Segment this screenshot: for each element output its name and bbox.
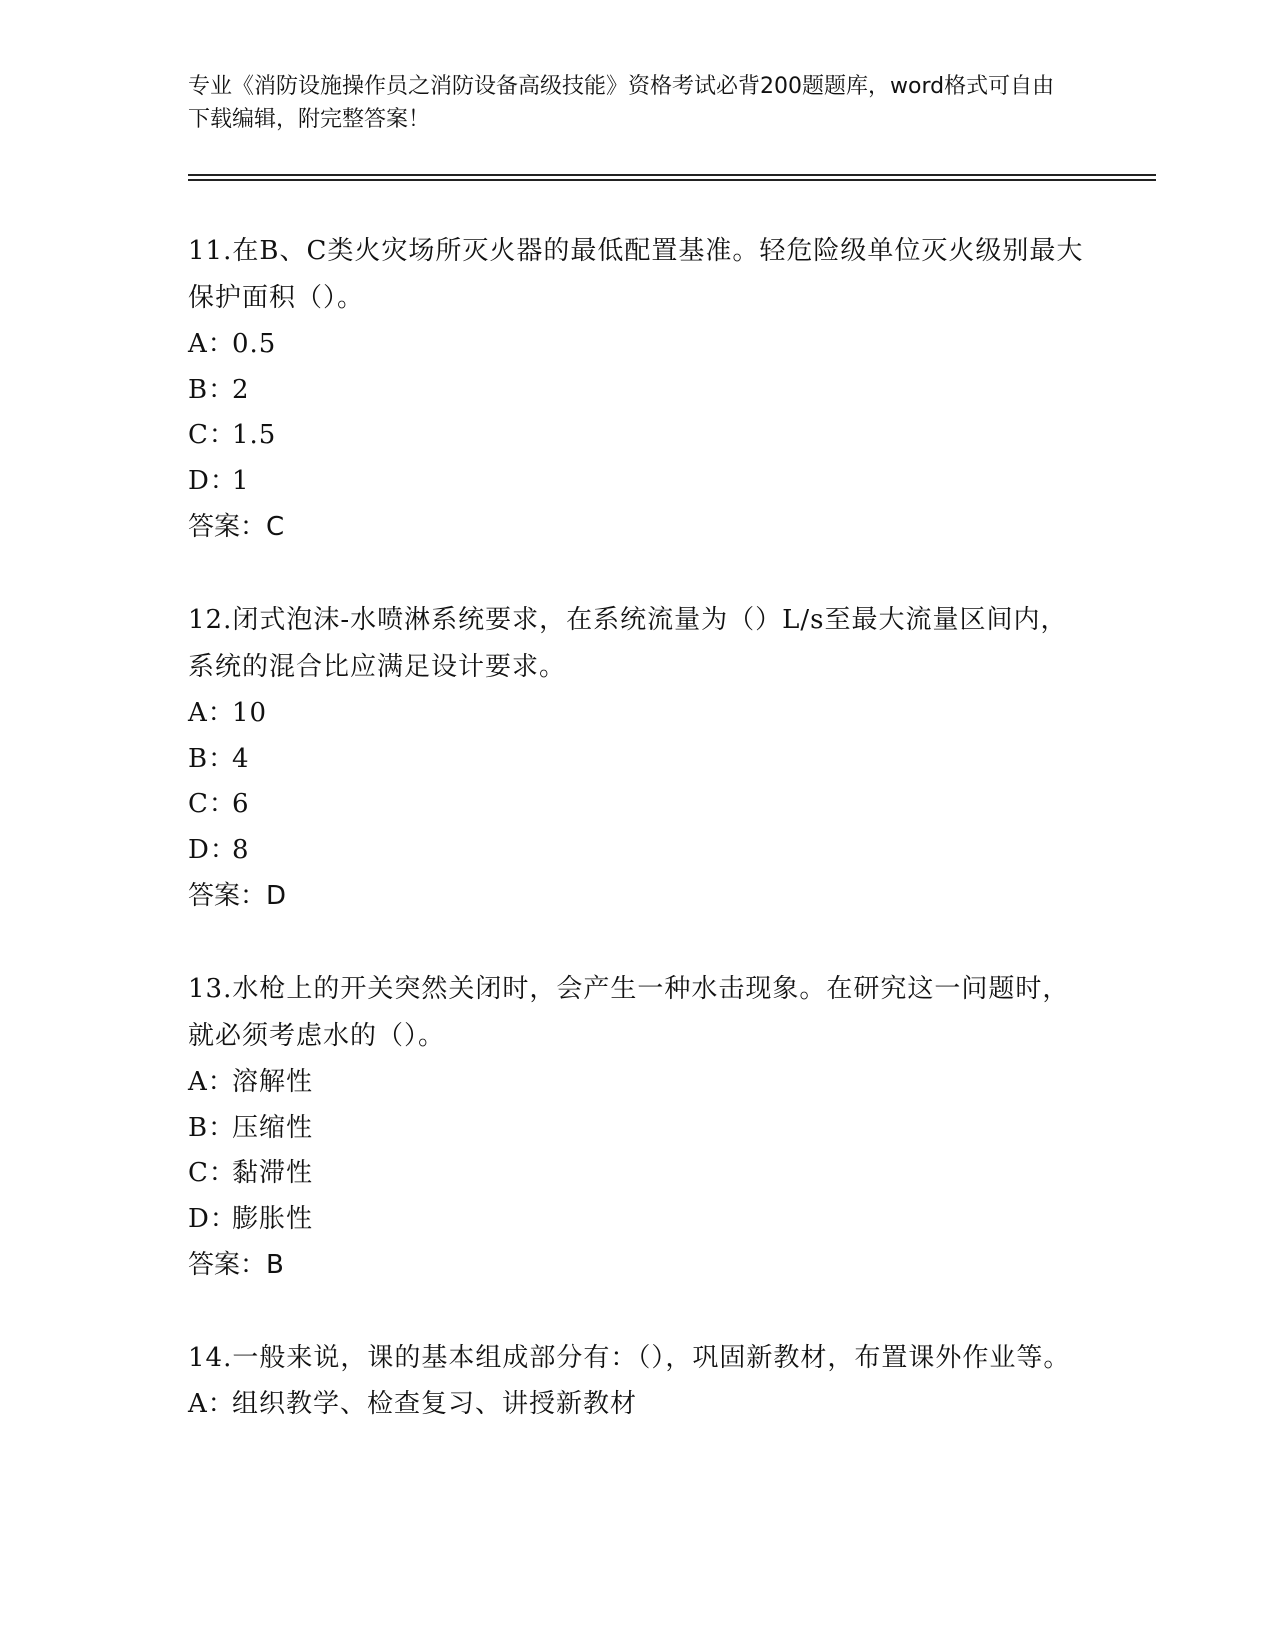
option-a — [188, 691, 1156, 737]
question-11 — [188, 228, 1156, 550]
option-text: 溶解性 — [232, 1067, 314, 1097]
option-a — [188, 1060, 1156, 1106]
document-page — [188, 70, 1156, 1428]
option-d — [188, 828, 1156, 874]
option-d — [188, 1197, 1156, 1243]
document-header: 专业《消防设施操作员之消防设备高级技能》资格考试必背200题题库，word格式可自由下载编辑，附完整答案！ — [188, 74, 1055, 132]
option-text: 8 — [232, 834, 250, 865]
option-text: 10 — [232, 698, 268, 728]
option-text: 0.5 — [232, 329, 277, 359]
option-letter: C： — [188, 789, 236, 819]
option-c — [188, 1151, 1156, 1197]
option-c — [188, 413, 1156, 459]
option-text: 6 — [232, 789, 250, 819]
option-text: 组织教学、检查复习、讲授新教材 — [232, 1389, 638, 1419]
option-letter: B： — [188, 1112, 236, 1143]
question-14 — [188, 1335, 1156, 1428]
option-text: 1.5 — [232, 420, 277, 450]
option-text: 4 — [232, 743, 250, 774]
question-stem: 12.闭式泡沫-水喷淋系统要求，在系统流量为（）L/s至最大流量区间内，系统的混合比应满足设计要求。 — [188, 605, 1068, 682]
question-13 — [188, 966, 1156, 1288]
question-12 — [188, 597, 1156, 919]
option-text: 黏滞性 — [232, 1158, 314, 1188]
option-letter: A： — [188, 1389, 235, 1419]
option-c — [188, 782, 1156, 828]
option-a — [188, 1382, 1156, 1428]
option-text: 压缩性 — [232, 1112, 314, 1143]
option-letter: B： — [188, 743, 236, 774]
option-letter: A： — [188, 329, 235, 359]
option-b — [188, 368, 1156, 414]
question-stem: 11.在B、C类火灾场所灭火器的最低配置基准。轻危险级单位灭火级别最大保护面积（）。 — [188, 236, 1084, 313]
option-b — [188, 737, 1156, 783]
question-stem: 13.水枪上的开关突然关闭时，会产生一种水击现象。在研究这一问题时，就必须考虑水的（）。 — [188, 974, 1070, 1051]
answer-line: 答案：B — [188, 1250, 284, 1280]
option-letter: A： — [188, 1067, 235, 1097]
answer-line: 答案：D — [188, 881, 287, 911]
option-letter: D： — [188, 465, 237, 496]
answer-line: 答案：C — [188, 512, 285, 542]
option-b — [188, 1106, 1156, 1152]
option-text: 1 — [232, 465, 250, 496]
option-a — [188, 322, 1156, 368]
option-letter: D： — [188, 1203, 237, 1234]
option-letter: D： — [188, 834, 237, 865]
question-stem: 14.一般来说，课的基本组成部分有：（），巩固新教材，布置课外作业等。 — [188, 1343, 1071, 1373]
option-letter: C： — [188, 420, 236, 450]
option-letter: B： — [188, 374, 236, 405]
header-divider — [188, 174, 1156, 181]
option-d — [188, 459, 1156, 505]
option-text: 2 — [232, 374, 250, 405]
option-letter: C： — [188, 1158, 236, 1188]
option-text: 膨胀性 — [232, 1203, 314, 1234]
option-letter: A： — [188, 698, 235, 728]
